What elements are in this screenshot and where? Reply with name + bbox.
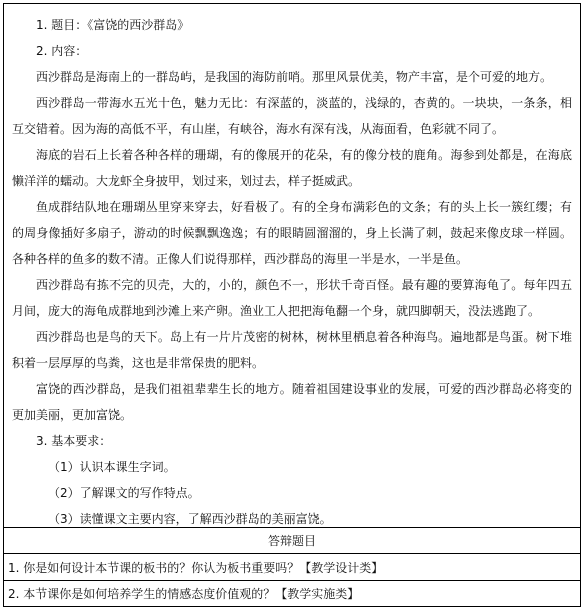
paragraph-2: 西沙群岛一带海水五光十色，魅力无比：有深蓝的，淡蓝的，浅绿的，杏黄的。一块块，一条条，相互交错着。因为海的高低不平，有山崖，有峡谷，海水有深有浅，从海面看，色彩就不同了。 <box>12 96 572 136</box>
paragraph-1: 西沙群岛是海南上的一群岛屿，是我国的海防前哨。那里风景优美，物产丰富，是个可爱的地方。 <box>36 70 553 84</box>
document-table <box>3 3 581 607</box>
topic-line: 1. 题目：《富饶的西沙群岛》 <box>36 18 190 32</box>
row-divider <box>4 553 580 554</box>
requirement-1: （1）认识本课生字词。 <box>48 460 176 474</box>
content-heading: 2. 内容： <box>36 44 88 58</box>
requirements-heading: 3. 基本要求： <box>36 434 112 448</box>
paragraph-5: 西沙群岛有拣不完的贝壳，大的，小的，颜色不一，形状千奇百怪。最有趣的要算海龟了。每年四五月间，庞大的海龟成群地到沙滩上来产卵。渔业工人把把海龟翻一个身，就四脚朝天，没法逃跑了。 <box>12 278 572 318</box>
question-1: 1. 你是如何设计本节课的板书的？你认为板书重要吗？【教学设计类】 <box>8 561 384 575</box>
row-divider <box>4 580 580 581</box>
paragraph-3: 海底的岩石上长着各种各样的珊瑚，有的像展开的花朵，有的像分枝的鹿角。海参到处都是，在海底懒洋洋的蠕动。大龙虾全身披甲，划过来，划过去，样子挺威武。 <box>12 148 572 188</box>
content-cell <box>4 4 580 527</box>
requirement-2: （2）了解课文的写作特点。 <box>48 486 200 500</box>
row-divider <box>4 527 580 528</box>
question-2: 2. 本节课你是如何培养学生的情感态度价值观的？【教学实施类】 <box>8 587 360 601</box>
paragraph-7: 富饶的西沙群岛，是我们祖祖辈辈生长的地方。随着祖国建设事业的发展，可爱的西沙群岛必将变的更加美丽，更加富饶。 <box>12 382 572 422</box>
paragraph-6: 西沙群岛也是鸟的天下。岛上有一片片茂密的树林，树林里栖息着各种海鸟。遍地都是鸟蛋。树下堆积着一层厚厚的鸟粪，这也是非常保贵的肥料。 <box>12 330 572 370</box>
qa-title: 答辩题目 <box>267 534 316 548</box>
paragraph-4: 鱼成群结队地在珊瑚丛里穿来穿去，好看极了。有的全身布满彩色的文条；有的头上长一簇红缨；有的周身像插好多扇子，游动的时候飘飘逸逸；有的眼睛圆溜溜的，身上长满了刺，鼓起来像皮球一样圆。各种各样的鱼多的数不清。正像人们说得那样，西沙群岛的海里一半是水，一半是鱼。 <box>12 200 572 266</box>
requirement-3: （3）读懂课文主要内容，了解西沙群岛的美丽富饶。 <box>48 512 332 526</box>
